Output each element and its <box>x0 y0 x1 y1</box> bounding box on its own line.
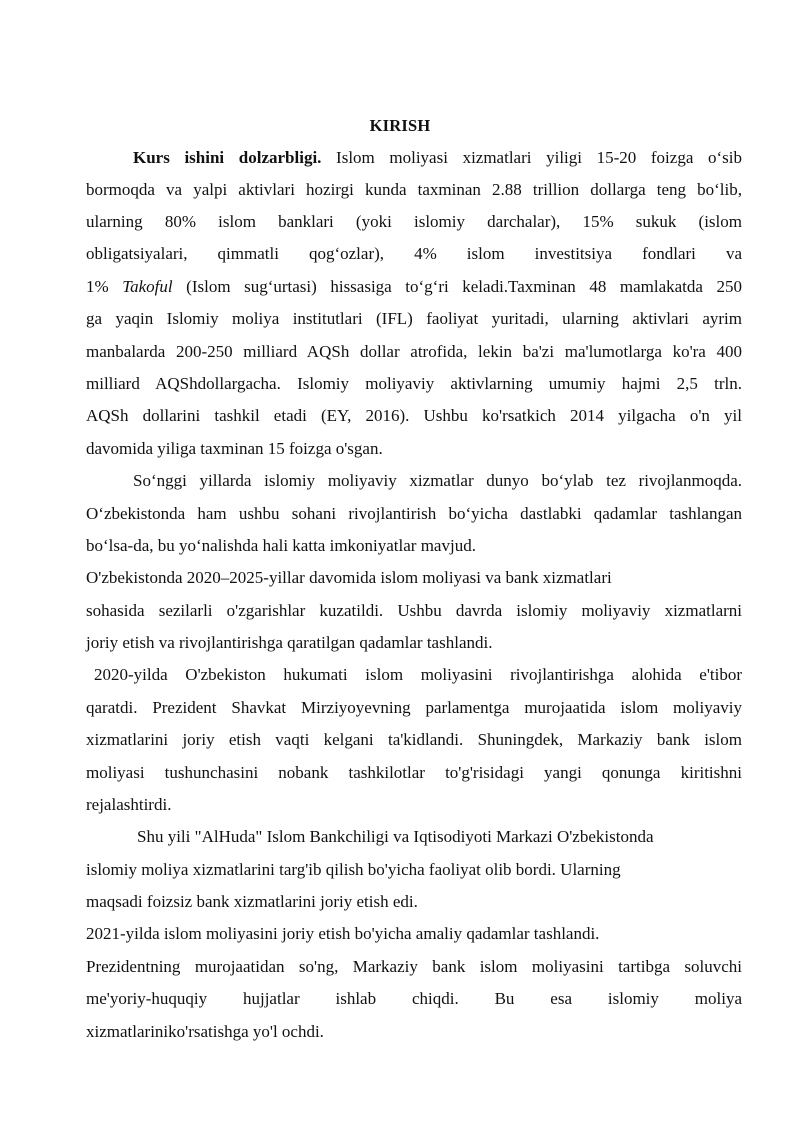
page-title: KIRISH <box>369 116 431 135</box>
paragraph-3-line-2: sohasida sezilarli o'zgarishlar kuzatildi. Ushbu davrda islomiy moliyaviy xizmatlarni <box>86 601 742 620</box>
paragraph-2-line-1: So‘nggi yillarda islomiy moliyaviy xizmatlar dunyo bo‘ylab tez rivojlanmoqda. <box>133 471 742 490</box>
paragraph-1-line-1: Kurs ishini dolzarbligi. Islom moliyasi xizmatlari yiligi 15-20 foizga o‘sib <box>133 148 742 167</box>
paragraph-1-line-2: bormoqda va yalpi aktivlari hozirgi kunda taxminan 2.88 trillion dollarga teng bo‘lib, <box>86 180 742 199</box>
paragraph-3-line-3: joriy etish va rivojlantirishga qaratilgan qadamlar tashlandi. <box>86 633 493 652</box>
paragraph-1-line-8: milliard AQShdollargacha. Islomiy moliyaviy aktivlarning umumiy hajmi 2,5 trln. <box>86 374 742 393</box>
paragraph-1-line-9: AQSh dollarini tashkil etadi (EY, 2016). Ushbu ko'rsatkich 2014 yilgacha o'n yil <box>86 406 742 425</box>
paragraph-4-line-2: qaratdi. Prezident Shavkat Mirziyoyevning parlamentga murojaatida islom moliyaviy <box>86 698 742 717</box>
paragraph-2-line-2: O‘zbekistonda ham ushbu sohani rivojlantirish bo‘yicha dastlabki qadamlar tashlangan <box>86 504 742 523</box>
paragraph-4-line-3: xizmatlarini joriy etish vaqti kelgani ta'kidlandi. Shuningdek, Markaziy bank islom <box>86 730 742 749</box>
italic-term: Takoful <box>122 277 173 296</box>
paragraph-6-line-1: 2021-yilda islom moliyasini joriy etish bo'yicha amaliy qadamlar tashlandi. <box>86 924 600 943</box>
paragraph-5-line-3: maqsadi foizsiz bank xizmatlarini joriy etish edi. <box>86 892 418 911</box>
paragraph-1-line-3: ularning 80% islom banklari (yoki islomiy darchalar), 15% sukuk (islom <box>86 212 742 231</box>
paragraph-3-line-1: O'zbekistonda 2020–2025-yillar davomida islom moliyasi va bank xizmatlari <box>86 568 612 587</box>
paragraph-5-line-1: Shu yili "AlHuda" Islom Bankchiligi va Iqtisodiyoti Markazi O'zbekistonda <box>137 827 654 846</box>
paragraph-5-line-2: islomiy moliya xizmatlarini targ'ib qilish bo'yicha faoliyat olib bordi. Ularning <box>86 860 621 879</box>
paragraph-1-line-10: davomida yiligа taxminan 15 foizga o'sgan. <box>86 439 383 458</box>
paragraph-6-line-3: me'yoriy-huquqiy hujjatlar ishlab chiqdi. Bu esa islomiy moliya <box>86 989 742 1008</box>
paragraph-1-line-6: ga yaqin Islomiy moliya institutlari (IFL) faoliyat yuritadi, ularning aktivlari ayrim <box>86 309 742 328</box>
paragraph-1-line-4: obligatsiyalari, qimmatli qog‘ozlar), 4% islom investitsiya fondlari va <box>86 244 742 263</box>
paragraph-6-line-2: Prezidentning murojaatidan so'ng, Markaziy bank islom moliyasini tartibga soluvchi <box>86 957 742 976</box>
paragraph-6-line-4: xizmatlariniko'rsatishga yo'l ochdi. <box>86 1022 324 1041</box>
paragraph-2-line-3: bo‘lsa-da, bu yo‘nalishda hali katta imkoniyatlar mavjud. <box>86 536 476 555</box>
section-heading-inline: Kurs ishini dolzarbligi. <box>133 148 322 167</box>
paragraph-1-line-7: manbalarda 200-250 milliard AQSh dollar atrofida, lekin ba'zi ma'lumotlarga ko'ra 400 <box>86 342 742 361</box>
paragraph-4-line-5: rejalashtirdi. <box>86 795 172 814</box>
paragraph-4-line-1: 2020-yilda O'zbekiston hukumati islom moliyasini rivojlantirishga alohida e'tibor <box>94 665 742 684</box>
paragraph-1-line-5: 1% Takoful (Islom sug‘urtasi) hissasiga to‘g‘ri keladi.Taxminan 48 mamlakatda 250 <box>86 277 742 296</box>
paragraph-4-line-4: moliyasi tushunchasini nobank tashkilotlar to'g'risidagi yangi qonunga kiritishni <box>86 763 742 782</box>
